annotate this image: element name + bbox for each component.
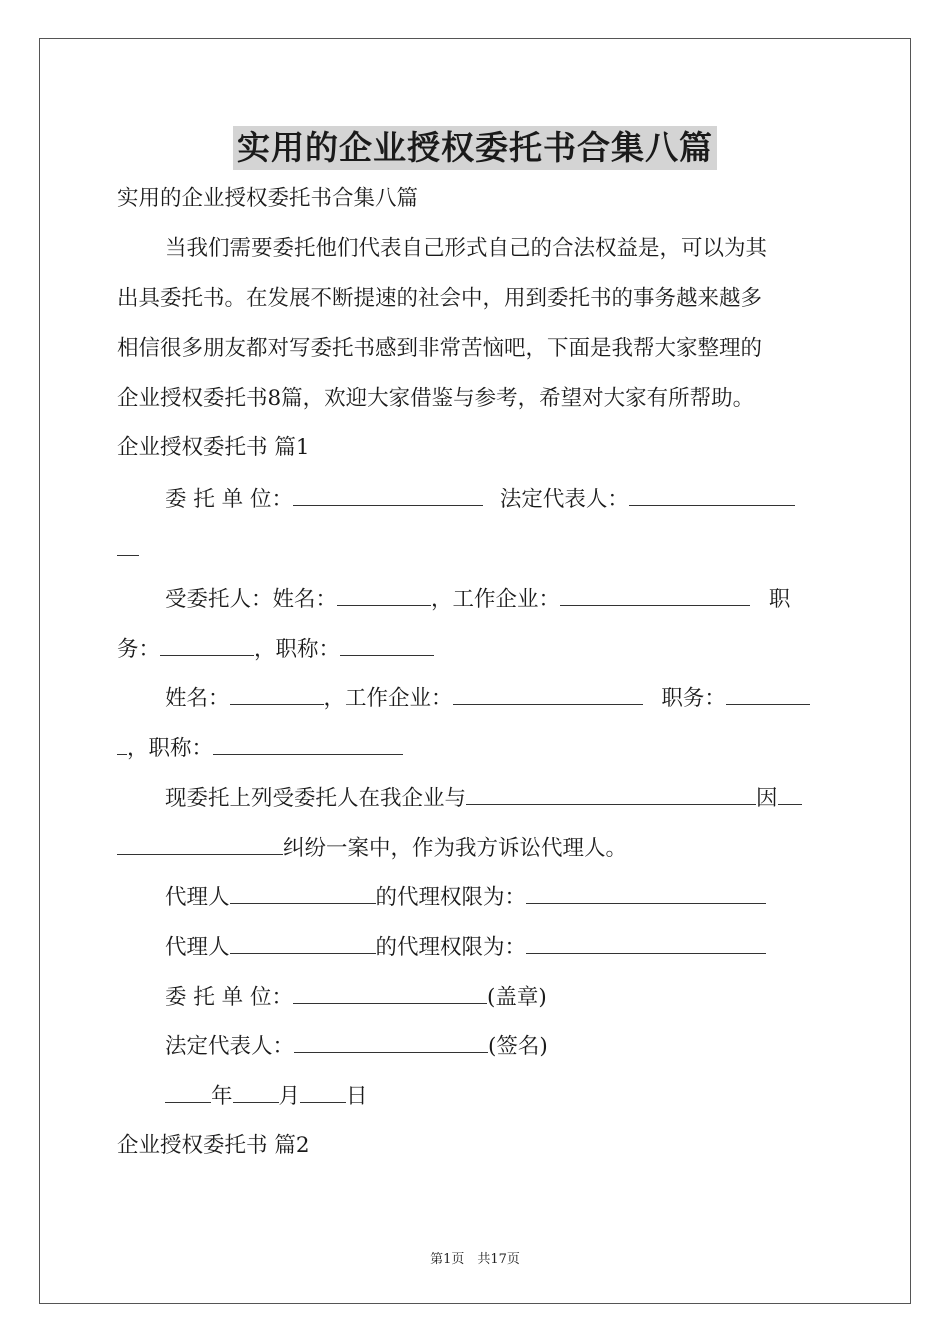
- case-text-b: 因: [756, 786, 778, 811]
- case-line: [165, 784, 802, 813]
- agent1-label: 代理人: [165, 885, 230, 910]
- case-cause-blank: [778, 784, 802, 805]
- subtitle: 实用的企业授权委托书合集八篇: [117, 186, 419, 211]
- legal-rep-label: 法定代表人：: [499, 487, 629, 512]
- case-text-a: 现委托上列受委托人在我企业与: [165, 786, 467, 811]
- work-label2: ，工作企业：: [323, 686, 453, 711]
- page-footer: 第1页 共17页: [430, 1252, 520, 1267]
- form-line-agent: [165, 585, 790, 614]
- date-line: [165, 1082, 368, 1111]
- form-line-agent2: [165, 684, 810, 713]
- agent2-scope-blank: [526, 933, 766, 954]
- year-label: 年: [211, 1084, 233, 1109]
- duty2-blank: [726, 684, 810, 705]
- title-label2: ，职称：: [127, 736, 214, 761]
- day-blank: [300, 1082, 346, 1103]
- case-party-blank: [466, 784, 756, 805]
- unit-blank: [293, 485, 483, 506]
- seal-line: [165, 983, 547, 1012]
- month-label: 月: [278, 1084, 301, 1109]
- agent2-name-blank: [230, 933, 376, 954]
- agent-label: 受委托人：姓名：: [165, 587, 338, 612]
- case-cause-blank-cont: [117, 834, 283, 855]
- intro-line-4: 企业授权委托书8篇，欢迎大家借鉴与参考，希望对大家有所帮助。: [117, 386, 755, 411]
- form-line-unit-cont: [117, 535, 139, 564]
- form-line-agent2-cont: [117, 734, 403, 763]
- document-title: 实用的企业授权委托书合集八篇: [233, 126, 717, 170]
- seal-unit-label: 委 托 单 位：: [165, 985, 294, 1010]
- title-blank: [340, 635, 434, 656]
- year-blank: [165, 1082, 211, 1103]
- legal-rep-blank: [629, 485, 795, 506]
- name2-blank: [230, 684, 324, 705]
- agent1-line: [165, 883, 766, 912]
- agent2-label: 代理人: [165, 935, 230, 960]
- unit-label: 委 托 单 位：: [165, 487, 294, 512]
- agent1-name-blank: [230, 883, 376, 904]
- title-block: [0, 126, 950, 170]
- legal-rep-blank-cont: [117, 535, 139, 556]
- page-border: [39, 38, 911, 1304]
- title-label: ，职称：: [254, 637, 341, 662]
- agent2-line: [165, 933, 766, 962]
- duty-label-a: 职: [768, 587, 791, 612]
- agent1-scope-blank: [526, 883, 766, 904]
- case-line-cont: [117, 834, 627, 863]
- work2-blank: [453, 684, 643, 705]
- title2-blank: [213, 734, 403, 755]
- section1-heading: 企业授权委托书 篇1: [117, 435, 310, 460]
- agent2-scope-label: 的代理权限为：: [375, 935, 527, 960]
- intro-line-2: 出具委托书。在发展不断提速的社会中，用到委托书的事务越来越多: [117, 286, 763, 311]
- month-blank: [233, 1082, 279, 1103]
- form-line-unit: [165, 485, 795, 514]
- section2-heading: 企业授权委托书 篇2: [117, 1133, 310, 1158]
- sign-text: (签名): [488, 1034, 548, 1059]
- seal-text: (盖章): [487, 985, 547, 1010]
- duty-label-b: 务：: [117, 637, 161, 662]
- sign-line: [165, 1032, 548, 1061]
- agent1-scope-label: 的代理权限为：: [375, 885, 527, 910]
- duty-blank: [160, 635, 254, 656]
- case-text-c: 纠纷一案中，作为我方诉讼代理人。: [283, 836, 628, 861]
- sign-rep-label: 法定代表人：: [165, 1034, 295, 1059]
- form-line-agent-cont: [117, 635, 434, 664]
- intro-line-3: 相信很多朋友都对写委托书感到非常苦恼吧，下面是我帮大家整理的: [117, 336, 763, 361]
- name-label: 姓名：: [165, 686, 230, 711]
- sign-rep-blank: [294, 1032, 488, 1053]
- duty2-blank-cont: [117, 734, 127, 755]
- agent-name-blank: [337, 585, 431, 606]
- duty-label2: 职务：: [661, 686, 726, 711]
- day-label: 日: [346, 1084, 368, 1109]
- work-label: ，工作企业：: [431, 587, 561, 612]
- seal-unit-blank: [293, 983, 487, 1004]
- intro-line-1: 当我们需要委托他们代表自己形式自己的合法权益是，可以为其: [165, 236, 768, 261]
- work-blank: [560, 585, 750, 606]
